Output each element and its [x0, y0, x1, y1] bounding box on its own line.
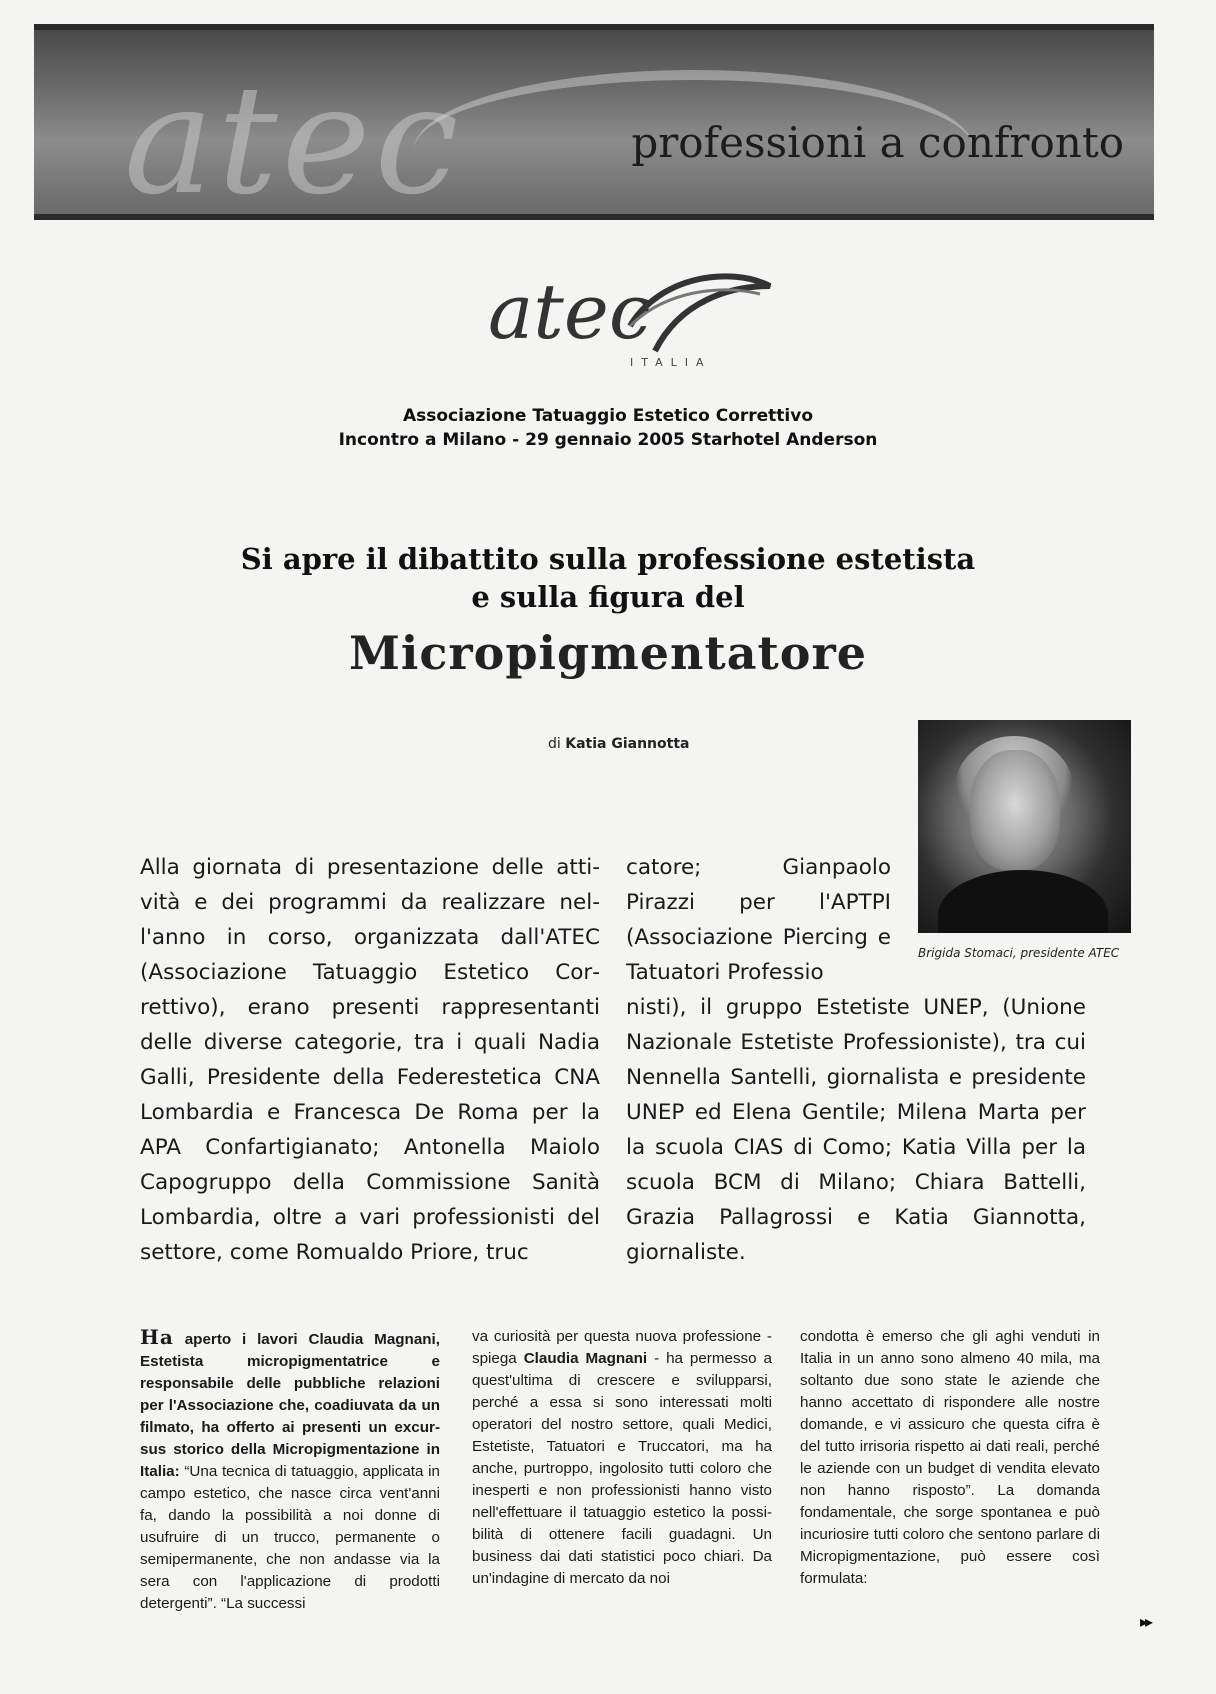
event-details: Incontro a Milano - 29 gennaio 2005 Starhotel Anderson — [338, 430, 878, 450]
body-column-2 — [472, 1326, 772, 1590]
continue-arrow-icon: ▸▸ — [1140, 1612, 1151, 1631]
photo-caption: Brigida Stomaci, presidente ATEC — [918, 946, 1120, 960]
body-column-2-name: Claudia Magnani — [523, 1350, 648, 1367]
body-column-1-text: “Una tecnica di tatuaggio, applicata in campo estetico, che nasce circa vent'anni fa, dando la possibilità a noi donne di usufruire di un trucco, permanente o semipermanente, che non andasse via la sera con l'applicazione di prodotti detergenti”. “La successi — [140, 1463, 440, 1612]
body-column-1 — [140, 1326, 440, 1615]
dropcap: Ha — [140, 1325, 174, 1349]
association-info — [0, 404, 1216, 452]
body-column-2-text-a: va curiosità per questa nuova professione - spiega — [472, 1328, 772, 1367]
lead-column-2-part-2: nisti), il gruppo Estetiste UNEP, (Unione Nazionale Estetiste Professioniste), tra cui Nennella Santelli, giornalista e presidente UNEP ed Elena Gentile; Milena Marta per la scuola CIAS di Como; Katia Villa per la scuola BCM di Milano; Chiara Battelli, Grazia Pallagrossi e Katia Giannotta, giornaliste. — [626, 995, 1086, 1265]
byline-author: Katia Giannotta — [565, 736, 690, 752]
banner-wordmark: atec — [124, 54, 463, 220]
association-name: Associazione Tatuaggio Estetico Correttivo — [402, 406, 814, 426]
headline-line-2: e sulla figura del — [471, 580, 745, 614]
article-headline — [0, 540, 1216, 616]
headline-main-word: Micropigmentatore — [349, 626, 867, 680]
header-banner — [34, 24, 1154, 220]
lead-column-2 — [626, 850, 1086, 1270]
body-intro-bold: aperto i lavori Claudia Magnani, Estetista micropigmentatrice e responsabile delle pubbliche relazioni per l'Associazione che, coadiuvata da un filmato, ha offerto ai presenti un excursus storico della Micropigmentazione in Italia: — [140, 1331, 440, 1480]
headline-line-1: Si apre il dibattito sulla professione estetista — [240, 542, 976, 576]
byline — [548, 736, 689, 752]
lead-column-1: Alla giornata di presentazione delle attività e dei programmi da realizzare nell'anno in corso, organizzata dall'ATEC (Associazione Tatuaggio Estetico Correttivo), erano presenti rappresentanti delle diverse categorie, tra i quali Nadia Galli, Presidente della Federestetica CNA Lombardia e Francesca De Roma per la APA Confartigianato; Antonella Maiolo Capogruppo della Commissione Sanità Lombardia, oltre a vari professionisti del settore, come Romualdo Priore, truc — [140, 855, 600, 1265]
atec-logo — [480, 256, 780, 376]
byline-prefix: di — [548, 736, 561, 752]
lead-column-2-part-1: catore; Gianpaolo Pirazzi per l'APTPI (Associazione Piercing e Tatuatori Professio — [626, 855, 891, 985]
logo-subtitle: ITALIA — [630, 356, 712, 369]
body-column-2-text-b: - ha permesso a quest'ultima di crescere e svilupparsi, perché a essa si sono interessati molti operatori del nostro settore, quali Medici, Estetiste, Tatuatori e Truccatori, ma ha anche, purtroppo, ingolosito tutti coloro che inesperti e non professionisti hanno visto nell'effettuare il tatuaggio estetico la possibilità di ottenere facili guadagni. Un business dai dati statistici poco chiari. Da un'indagine di mercato da noi — [472, 1350, 772, 1587]
banner-title: professioni a confronto — [631, 118, 1124, 167]
logo-wordmark: atec — [488, 267, 652, 356]
body-column-3: condotta è emerso che gli aghi venduti in Italia in un anno sono almeno 40 mila, ma soltanto due sono state le aziende che hanno accettato di rispondere alle nostre domande, e vi assicuro che questa cifra è del tutto irrisoria rispetto ai dati reali, perché le aziende con un budget di vendita elevato non hanno risposto”. La domanda fondamentale, che sorge spontanea e può incuriosire tutti coloro che sentono parlare di Micropigmentazione, può essere così formulata: — [800, 1328, 1100, 1587]
